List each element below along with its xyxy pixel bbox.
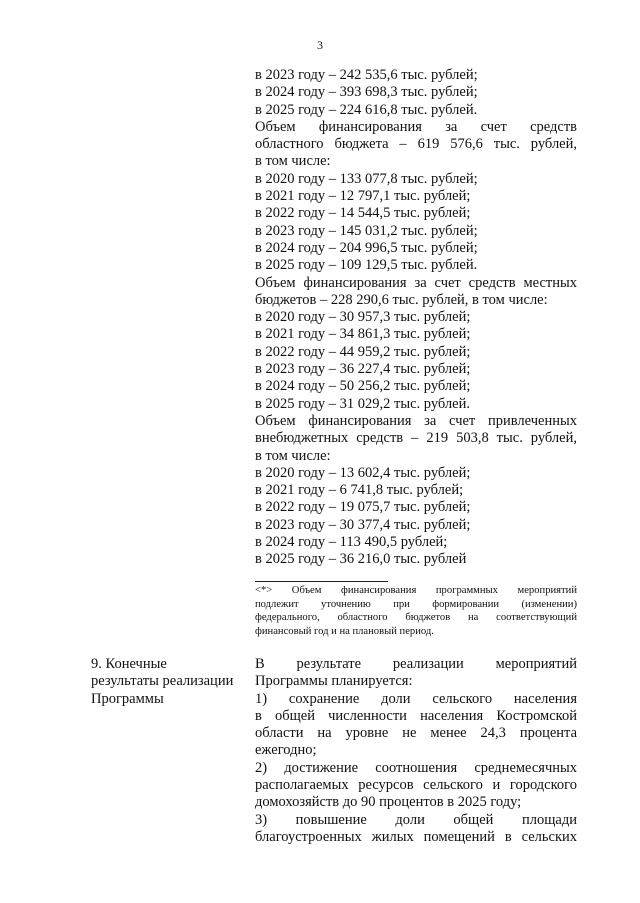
footnote-line: <*> Объем финансирования программных мероприятий <box>255 585 577 596</box>
regional-year: в 2023 году – 145 031,2 тыс. рублей; <box>255 222 478 239</box>
section-label-line: 9. Конечные <box>91 656 167 672</box>
extrabudget-year: в 2023 году – 30 377,4 тыс. рублей; <box>255 516 471 533</box>
local-intro: Объем финансирования за счет средств местных <box>255 274 577 291</box>
results-line: 3) повышение доли общей площади <box>255 811 577 828</box>
extrabudget-year: в 2020 году – 13 602,4 тыс. рублей; <box>255 464 471 481</box>
local-intro: бюджетов – 228 290,6 тыс. рублей, в том числе: <box>255 291 548 308</box>
results-line: 2) достижение соотношения среднемесячных <box>255 759 577 776</box>
local-year: в 2023 году – 36 227,4 тыс. рублей; <box>255 361 471 378</box>
results-line: Программы планируется: <box>255 673 413 690</box>
results-line: области на уровне не менее 24,3 процента <box>255 725 577 742</box>
results-line: В результате реализации мероприятий <box>255 656 577 672</box>
section-9-content <box>255 656 577 846</box>
footnote-line: подлежит уточнению при формировании (изменении) <box>255 598 577 610</box>
results-line: 1) сохранение доли сельского населения <box>255 690 577 707</box>
results-line: располагаемых ресурсов сельского и городского <box>255 777 577 794</box>
funding-line: в 2024 году – 393 698,3 тыс. рублей; <box>255 84 478 101</box>
extrabudget-intro: в том числе: <box>255 447 331 464</box>
regional-intro: Объем финансирования за счет средств <box>255 118 577 135</box>
page-number: 3 <box>317 38 323 52</box>
local-year: в 2025 году – 31 029,2 тыс. рублей. <box>255 395 470 412</box>
local-year: в 2024 году – 50 256,2 тыс. рублей; <box>255 378 471 395</box>
extrabudget-year: в 2022 году – 19 075,7 тыс. рублей; <box>255 499 471 516</box>
extrabudget-year: в 2021 году – 6 741,8 тыс. рублей; <box>255 482 464 499</box>
results-line: благоустроенных жилых помещений в сельских <box>255 828 577 845</box>
extrabudget-intro: внебюджетных средств – 219 503,8 тыс. рублей, <box>255 430 577 447</box>
extrabudget-year: в 2024 году – 113 490,5 рублей; <box>255 534 448 551</box>
section-label-line: результаты реализации <box>91 673 234 690</box>
extrabudget-year: в 2025 году – 36 216,0 тыс. рублей <box>255 551 467 568</box>
local-year: в 2022 году – 44 959,2 тыс. рублей; <box>255 343 471 360</box>
results-line: в общей численности населения Костромской <box>255 707 577 724</box>
regional-year: в 2020 году – 133 077,8 тыс. рублей; <box>255 170 478 187</box>
section-9-label <box>91 656 251 708</box>
local-year: в 2020 году – 30 957,3 тыс. рублей; <box>255 309 471 326</box>
footnote-line: финансовый год и на плановый период. <box>255 625 434 637</box>
footnote-separator <box>255 581 388 582</box>
extrabudget-intro: Объем финансирования за счет привлеченных <box>255 412 577 429</box>
regional-year: в 2021 году – 12 797,1 тыс. рублей; <box>255 188 471 205</box>
results-line: ежегодно; <box>255 742 317 759</box>
regional-year: в 2025 году – 109 129,5 тыс. рублей. <box>255 257 478 274</box>
footnote <box>255 584 577 638</box>
results-line: домохозяйств до 90 процентов в 2025 году; <box>255 794 522 811</box>
section-label-line: Программы <box>91 690 164 707</box>
regional-year: в 2024 году – 204 996,5 тыс. рублей; <box>255 239 478 256</box>
regional-intro: областного бюджета – 619 576,6 тыс. рублей, <box>255 136 577 153</box>
regional-year: в 2022 году – 14 544,5 тыс. рублей; <box>255 205 471 222</box>
funding-block <box>255 67 577 569</box>
funding-line: в 2025 году – 224 616,8 тыс. рублей. <box>255 101 478 118</box>
funding-line: в 2023 году – 242 535,6 тыс. рублей; <box>255 67 478 83</box>
local-year: в 2021 году – 34 861,3 тыс. рублей; <box>255 326 471 343</box>
regional-intro: в том числе: <box>255 153 331 170</box>
footnote-line: федерального, областного бюджетов на соответствующий <box>255 612 577 624</box>
